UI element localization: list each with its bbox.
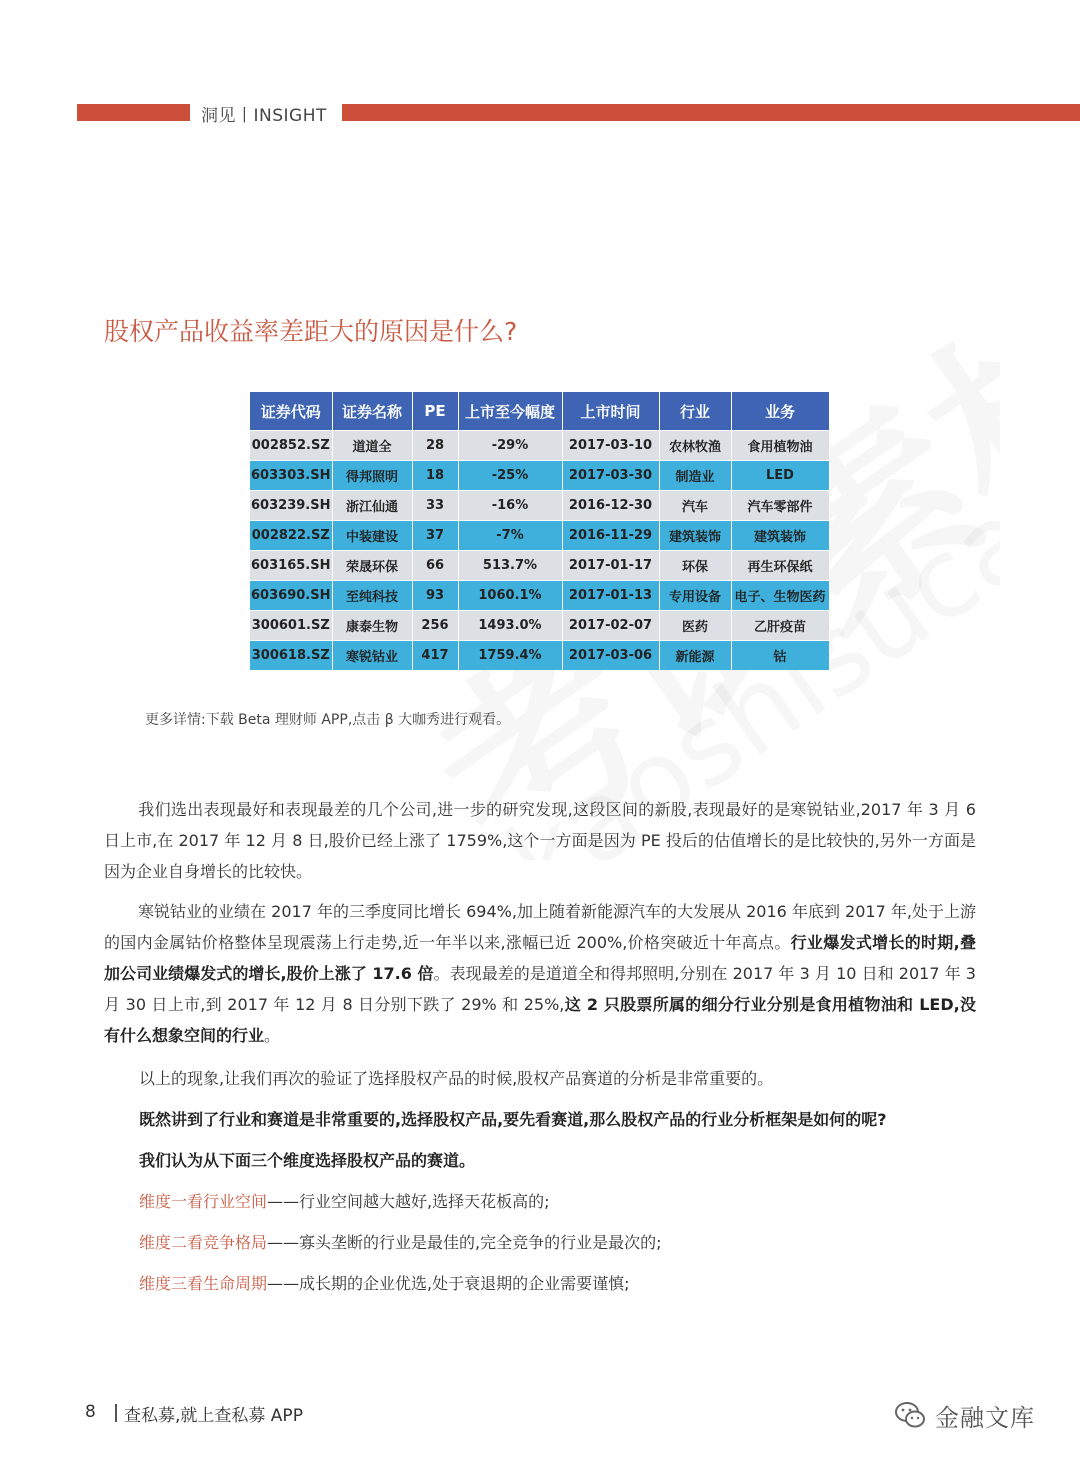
dimension-1-label: 维度一看行业空间 <box>139 1192 268 1211</box>
table-cell: 603165.SH <box>250 551 332 581</box>
table-cell: 66 <box>412 551 458 581</box>
dimension-3-text: ——成长期的企业优选,处于衰退期的企业需要谨慎; <box>267 1274 630 1293</box>
table-cell: 浙江仙通 <box>332 491 412 521</box>
table-cell: 至纯科技 <box>332 581 412 611</box>
table-cell: 2017-03-10 <box>562 431 659 461</box>
table-cell: 603303.SH <box>250 461 332 491</box>
table-cell: 荣晟环保 <box>332 551 412 581</box>
table-cell: 汽车零部件 <box>731 491 829 521</box>
table-cell: 农林牧渔 <box>659 431 731 461</box>
paragraph-1-text: 我们选出表现最好和表现最差的几个公司,进一步的研究发现,这段区间的新股,表现最好的是寒锐钴业,2017 年 3 月 6 日上市,在 2017 年 12 月 8 日,股价已经上涨了 1759%,这个一方面是因为 PE 投后的估值增长的是比较快的,另外一方面是因为企业自身增长的比较快。 <box>104 800 976 881</box>
question-line: 既然讲到了行业和赛道是非常重要的,选择股权产品,要先看赛道,那么股权产品的行业分析框架是如何的呢? <box>139 1110 887 1129</box>
table-cell: 得邦照明 <box>332 461 412 491</box>
table-cell: 33 <box>412 491 458 521</box>
footer-divider <box>115 1404 117 1422</box>
dimension-3 <box>139 1271 630 1294</box>
table-row <box>250 431 829 461</box>
table-cell: 乙肝疫苗 <box>731 611 829 641</box>
table-cell: 医药 <box>659 611 731 641</box>
page-number: 8 <box>85 1402 96 1422</box>
paragraph-2 <box>104 896 976 1051</box>
footer-slogan: 查私募,就上查私募 APP <box>124 1406 303 1426</box>
paragraph-2-bold-b: 这 2 只股票所属的细分行业分别是食用植物油和 LED,没有什么想象空间的行业 <box>104 995 976 1045</box>
table-cell: 256 <box>412 611 458 641</box>
table-cell: 37 <box>412 521 458 551</box>
column-header-industry: 行业 <box>659 392 731 431</box>
table-cell: 寒锐钴业 <box>332 641 412 671</box>
table-row <box>250 491 829 521</box>
dimension-2-label: 维度二看竞争格局 <box>139 1233 268 1252</box>
paragraph-2-bold-a: 行业爆发式增长的时期,叠加公司业绩爆发式的增长,股价上涨了 17.6 倍 <box>104 933 976 983</box>
table-cell: -16% <box>458 491 562 521</box>
table-cell: 2017-03-30 <box>562 461 659 491</box>
table-row <box>250 581 829 611</box>
table-cell: 汽车 <box>659 491 731 521</box>
paragraph-2-text-e: 。 <box>264 1026 281 1045</box>
table-cell: -29% <box>458 431 562 461</box>
table-cell: 建筑装饰 <box>731 521 829 551</box>
table-cell: -7% <box>458 521 562 551</box>
dimension-2 <box>139 1230 662 1253</box>
table-cell: 电子、生物医药 <box>731 581 829 611</box>
table-cell: 2016-11-29 <box>562 521 659 551</box>
table-cell: 28 <box>412 431 458 461</box>
table-cell: 道道全 <box>332 431 412 461</box>
paragraph-1 <box>104 794 976 887</box>
paragraph-2-text-c: 。表现最差的是道道全和得邦照明,分别在 2017 年 3 月 10 日和 2017 年 3 月 30 日上市,到 2017 年 12 月 8 日分别下跌了 29% 和 25%, <box>104 964 976 1014</box>
table-cell: 1493.0% <box>458 611 562 641</box>
column-header-name: 证券名称 <box>332 392 412 431</box>
table-cell: 1060.1% <box>458 581 562 611</box>
table-cell: 603239.SH <box>250 491 332 521</box>
table-cell: 300618.SZ <box>250 641 332 671</box>
table-cell: 1759.4% <box>458 641 562 671</box>
table-cell: 2017-01-17 <box>562 551 659 581</box>
stock-table <box>250 392 829 665</box>
table-cell: 新能源 <box>659 641 731 671</box>
table-cell: 制造业 <box>659 461 731 491</box>
wechat-icon <box>893 1398 927 1432</box>
paragraph-3: 以上的现象,让我们再次的验证了选择股权产品的时候,股权产品赛道的分析是非常重要的。 <box>139 1069 774 1088</box>
table-cell: 建筑装饰 <box>659 521 731 551</box>
table-cell: 钴 <box>731 641 829 671</box>
brand-name: 金融文库 <box>935 1403 1035 1432</box>
header-label: 洞见丨INSIGHT <box>201 106 327 126</box>
table-cell: 康泰生物 <box>332 611 412 641</box>
header-bar-right <box>342 104 1080 121</box>
table-row <box>250 461 829 491</box>
table-cell: 002852.SZ <box>250 431 332 461</box>
table-header-row <box>250 392 829 431</box>
table-cell: 环保 <box>659 551 731 581</box>
dimension-2-text: ——寡头垄断的行业是最佳的,完全竞争的行业是最次的; <box>267 1233 662 1252</box>
table-cell: -25% <box>458 461 562 491</box>
table-cell: 417 <box>412 641 458 671</box>
table-cell: 2017-03-06 <box>562 641 659 671</box>
column-header-business: 业务 <box>731 392 829 431</box>
table-note: 更多详情:下载 Beta 理财师 APP,点击 β 大咖秀进行观看。 <box>145 712 511 728</box>
column-header-change: 上市至今幅度 <box>458 392 562 431</box>
table-row <box>250 641 829 671</box>
paragraph-2-text-a: 寒锐钴业的业绩在 2017 年的三季度同比增长 694%,加上随着新能源汽车的大发展从 2016 年底到 2017 年,处于上游的国内金属钴价格整体呈现震荡上行走势,近一年半以来,涨幅已近 200%,价格突破近十年高点。 <box>104 902 976 952</box>
table-cell: 002822.SZ <box>250 521 332 551</box>
dimension-intro: 我们认为从下面三个维度选择股权产品的赛道。 <box>139 1151 476 1170</box>
table-cell: 18 <box>412 461 458 491</box>
table-cell: 513.7% <box>458 551 562 581</box>
header-bar-left <box>77 104 190 121</box>
table-cell: 93 <box>412 581 458 611</box>
table-cell: 食用植物油 <box>731 431 829 461</box>
brand-mark <box>893 1395 1035 1435</box>
table-cell: 2017-02-07 <box>562 611 659 641</box>
section-title: 股权产品收益率差距大的原因是什么? <box>104 317 518 346</box>
table-cell: 再生环保纸 <box>731 551 829 581</box>
dimension-1 <box>139 1189 550 1212</box>
table-row <box>250 611 829 641</box>
dimension-3-label: 维度三看生命周期 <box>139 1274 268 1293</box>
table-cell: 2017-01-13 <box>562 581 659 611</box>
table-row <box>250 551 829 581</box>
table-row <box>250 521 829 551</box>
table-cell: LED <box>731 461 829 491</box>
column-header-code: 证券代码 <box>250 392 332 431</box>
dimension-1-text: ——行业空间越大越好,选择天花板高的; <box>267 1192 550 1211</box>
column-header-listing-date: 上市时间 <box>562 392 659 431</box>
table-cell: 2016-12-30 <box>562 491 659 521</box>
table-cell: 603690.SH <box>250 581 332 611</box>
table-cell: 300601.SZ <box>250 611 332 641</box>
column-header-pe: PE <box>412 392 458 431</box>
table-cell: 中装建设 <box>332 521 412 551</box>
table-cell: 专用设备 <box>659 581 731 611</box>
